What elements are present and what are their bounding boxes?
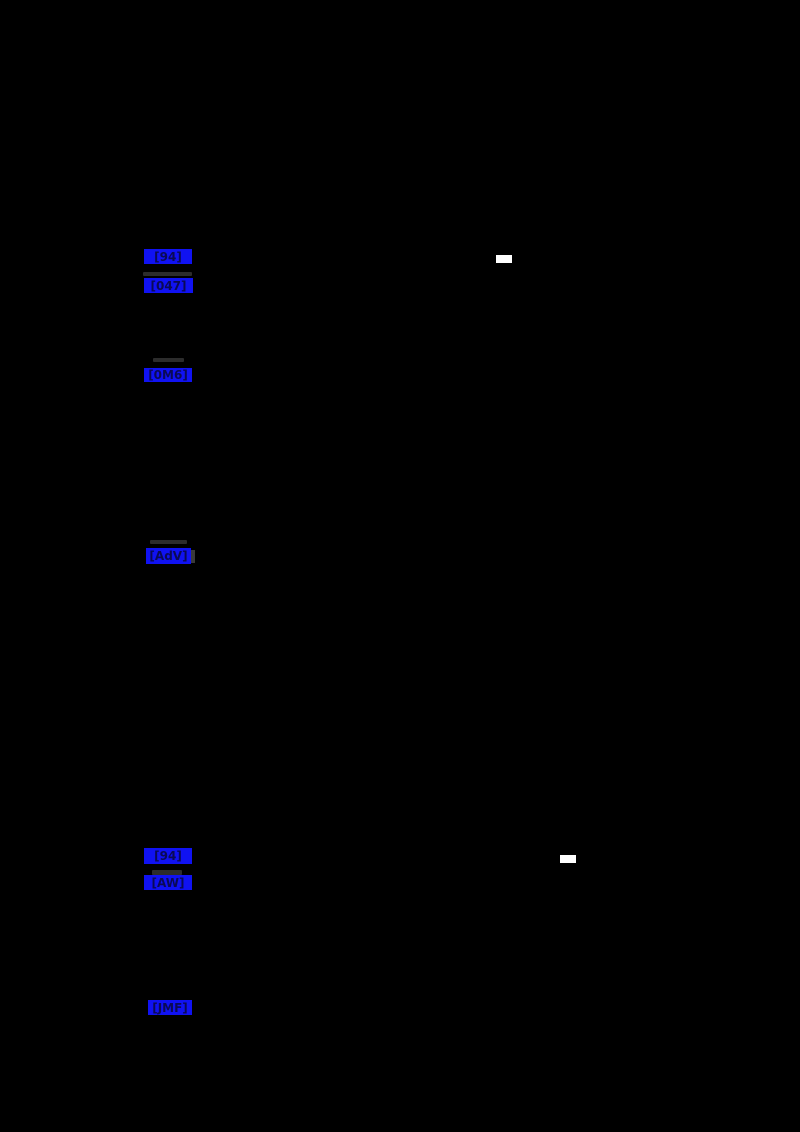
white-dash-mark — [560, 855, 576, 863]
white-dash-mark — [496, 255, 512, 263]
citation-link-chip[interactable]: [047] — [144, 278, 193, 293]
citation-link-chip[interactable]: [0M6] — [144, 368, 192, 382]
selection-remnant — [191, 550, 195, 563]
citation-link-chip[interactable]: [AW] — [144, 875, 192, 890]
faded-text-bar — [150, 540, 187, 544]
faded-text-bar — [143, 272, 192, 276]
citation-link-chip[interactable]: [AdV] — [146, 548, 191, 564]
citation-link-chip[interactable]: [94] — [144, 848, 192, 864]
citation-link-chip[interactable]: [94] — [144, 249, 192, 264]
citation-link-chip[interactable]: [JMF] — [148, 1000, 192, 1015]
faded-text-bar — [153, 358, 184, 362]
